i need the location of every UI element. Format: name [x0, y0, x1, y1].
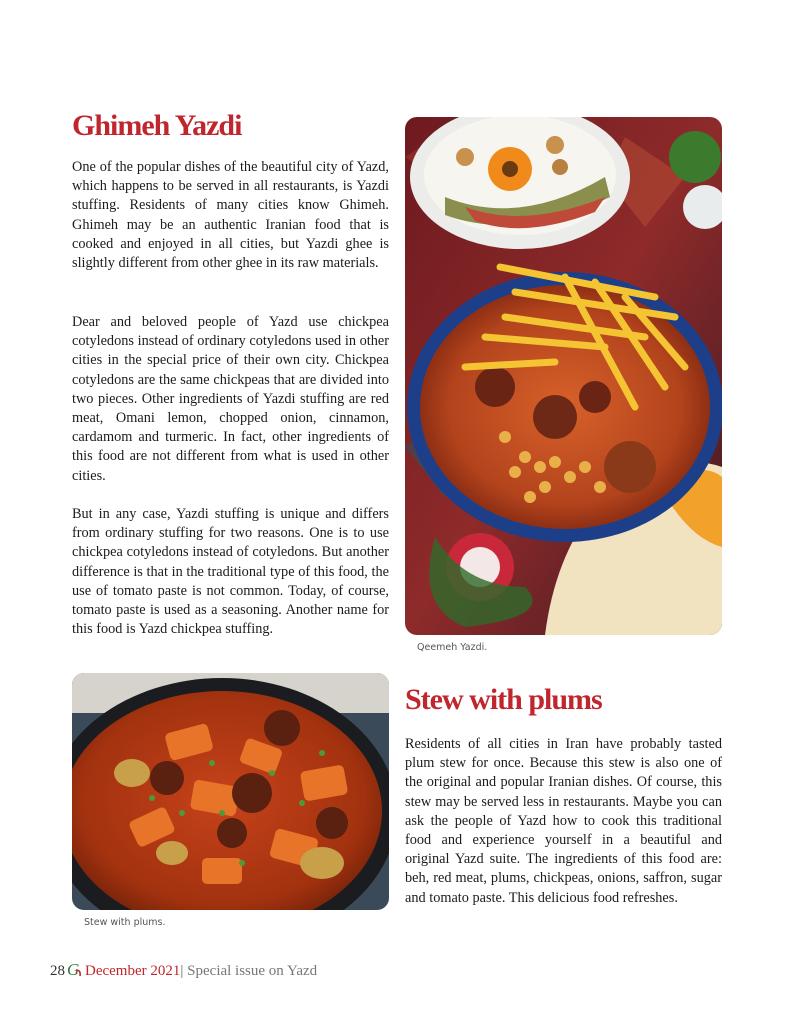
qeemeh-dish-illustration: [405, 117, 722, 635]
issue-date: December 2021: [85, 963, 181, 979]
stew-with-plums-photo: [72, 673, 389, 910]
stew-with-plums-paragraph: Residents of all cities in Iran have probably tasted plum stew for once. Because this stew is also one of the original and popular Iranian dishes. Of course, this stew may be served less in restaurants. Maybe you can ask the people of Yazd how to cook this traditional food and experience yourself in a beautiful and original Yazd suite. The ingredients of this food are: beh, red meat, plums, chickpeas, onions, saffron, sugar and tomato paste. This delicious food refreshes.: [405, 736, 722, 906]
qeemeh-photo-caption: Qeemeh Yazdi.: [417, 642, 488, 653]
plum-stew-illustration: [72, 673, 389, 910]
ghimeh-paragraph-2: Dear and beloved people of Yazd use chickpea cotyledons instead of ordinary cotyledons used in other cities in the special price of their own city. Chickpea cotyledons are the same chickpeas that are divided into two pieces. Other ingredients of Yazdi stuffing are red meat, Omani lemon, chopped onion, cinnamon, cardamom and turmeric. In fact, other ingredients of this food are not different from what is used in other cities.: [72, 314, 389, 484]
ghimeh-yazdi-title: Ghimeh Yazdi: [72, 109, 242, 142]
qeemeh-yazdi-photo: [405, 117, 722, 635]
page-footer: [50, 960, 317, 984]
plum-stew-photo-caption: Stew with plums.: [84, 917, 166, 928]
svg-text:G: G: [67, 960, 80, 978]
ghimeh-paragraph-1: One of the popular dishes of the beautiful city of Yazd, which happens to be served in all restaurants, is Yazdi stuffing. Residents of many cities know Ghimeh. Ghimeh may be an authentic Iranian food that is cooked and enjoyed in all cities, but Yazdi ghee is slightly different from other ghee in its raw materials.: [72, 159, 389, 272]
page-number: 28: [50, 963, 65, 979]
ghimeh-paragraph-3: But in any case, Yazdi stuffing is unique and differs from ordinary stuffing for two reasons. One is to use chickpea cotyledons instead of cotyledons. But another difference is that in the traditional type of this food, the use of tomato paste is not common. Today, of course, tomato paste is used as a seasoning. Another name for this food is Yazd chickpea stuffing.: [72, 506, 389, 638]
footer-separator: |: [180, 963, 184, 979]
issue-title: Special issue on Yazd: [187, 963, 318, 979]
stew-with-plums-title: Stew with plums: [405, 683, 602, 716]
magazine-logo-icon: [67, 960, 83, 984]
